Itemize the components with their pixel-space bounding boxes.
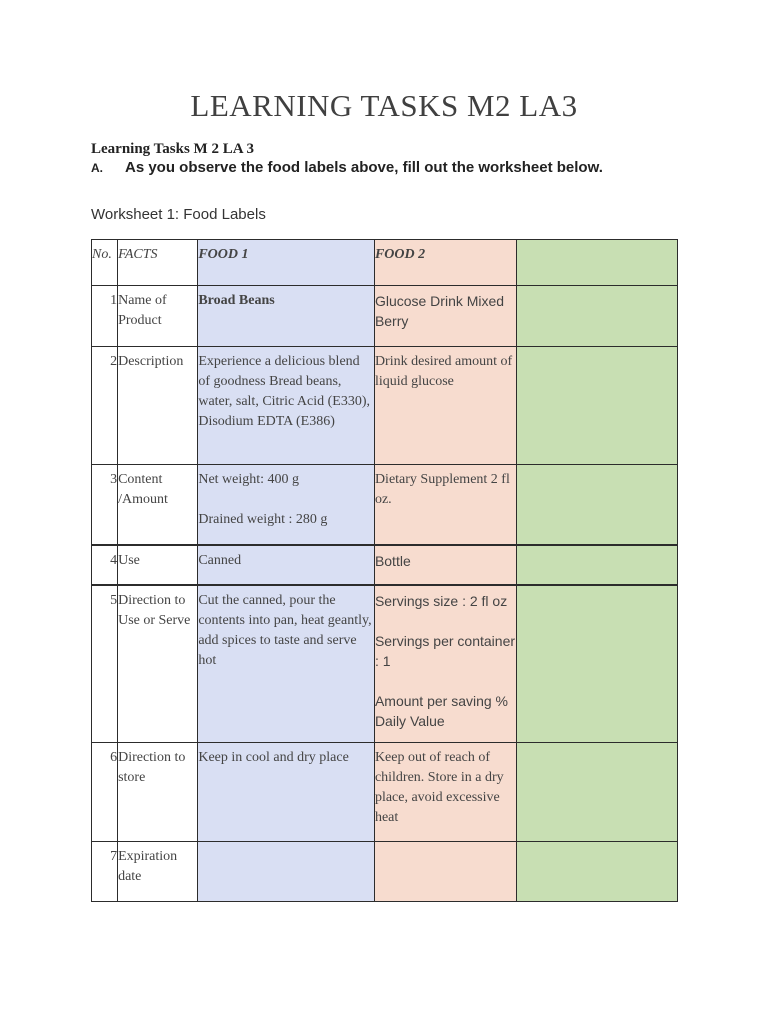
food3-cell[interactable] (517, 286, 678, 347)
row-fact: Description (118, 347, 198, 465)
food1-cell (198, 465, 375, 545)
table-row (92, 545, 678, 585)
row-number: 6 (92, 743, 118, 842)
worksheet-title: Worksheet 1: Food Labels (91, 206, 266, 223)
food3-cell[interactable] (517, 585, 678, 743)
header-food1: FOOD 1 (198, 240, 375, 286)
food2-cell: Dietary Supplement 2 fl oz. (374, 465, 516, 545)
header-food3[interactable] (517, 240, 678, 286)
food1-cell: Cut the canned, pour the contents into pan, heat geantly, add spices to taste and serve hot (198, 585, 375, 743)
food1-net-weight: Net weight: 400 g (198, 472, 300, 487)
row-fact: Direction to Use or Serve (118, 585, 198, 743)
table-row (92, 347, 678, 465)
table-row (92, 286, 678, 347)
row-fact: Direction to store (118, 743, 198, 842)
row-fact: Expiration date (118, 842, 198, 902)
row-number: 4 (92, 545, 118, 585)
header-no: No. (92, 240, 118, 286)
food2-cell: Bottle (374, 545, 516, 585)
worksheet-table (91, 239, 678, 902)
table-row (92, 743, 678, 842)
row-number: 2 (92, 347, 118, 465)
food3-cell[interactable] (517, 465, 678, 545)
table-row (92, 585, 678, 743)
row-number: 7 (92, 842, 118, 902)
food1-drained-weight: Drained weight : 280 g (198, 512, 328, 527)
task-instruction (91, 159, 603, 176)
page-subtitle: Learning Tasks M 2 LA 3 (91, 141, 254, 157)
table-header-row (92, 240, 678, 286)
table-row (92, 465, 678, 545)
food2-cell: Glucose Drink Mixed Berry (374, 286, 516, 347)
food2-servings-per-container: Servings per container : 1 (374, 632, 516, 669)
header-facts: FACTS (118, 240, 198, 286)
row-number: 5 (92, 585, 118, 743)
row-number: 3 (92, 465, 118, 545)
task-letter: A. (91, 161, 103, 175)
food3-cell[interactable] (517, 545, 678, 585)
food2-cell (374, 585, 516, 743)
row-fact: Content /Amount (118, 465, 198, 545)
row-number: 1 (92, 286, 118, 347)
page-title: LEARNING TASKS M2 LA3 (190, 88, 578, 123)
task-text: As you observe the food labels above, fill out the worksheet below. (125, 159, 603, 176)
food3-cell[interactable] (517, 347, 678, 465)
food2-cell[interactable] (374, 842, 516, 902)
food1-cell: Canned (198, 545, 375, 585)
food3-cell[interactable] (517, 842, 678, 902)
food1-cell: Keep in cool and dry place (198, 743, 375, 842)
food1-cell: Experience a delicious blend of goodness Bread beans, water, salt, Citric Acid (E330), Disodium EDTA (E386) (198, 347, 375, 465)
food1-cell: Broad Beans (198, 286, 375, 347)
table-row (92, 842, 678, 902)
food2-serving-size: Servings size : 2 fl oz (374, 592, 508, 609)
header-food2: FOOD 2 (374, 240, 516, 286)
food3-cell[interactable] (517, 743, 678, 842)
row-fact: Name of Product (118, 286, 198, 347)
food2-daily-value: Amount per saving % Daily Value (374, 692, 509, 729)
food2-cell: Keep out of reach of children. Store in a dry place, avoid excessive heat (374, 743, 516, 842)
row-fact: Use (118, 545, 198, 585)
food1-cell[interactable] (198, 842, 375, 902)
food2-cell: Drink desired amount of liquid glucose (374, 347, 516, 465)
